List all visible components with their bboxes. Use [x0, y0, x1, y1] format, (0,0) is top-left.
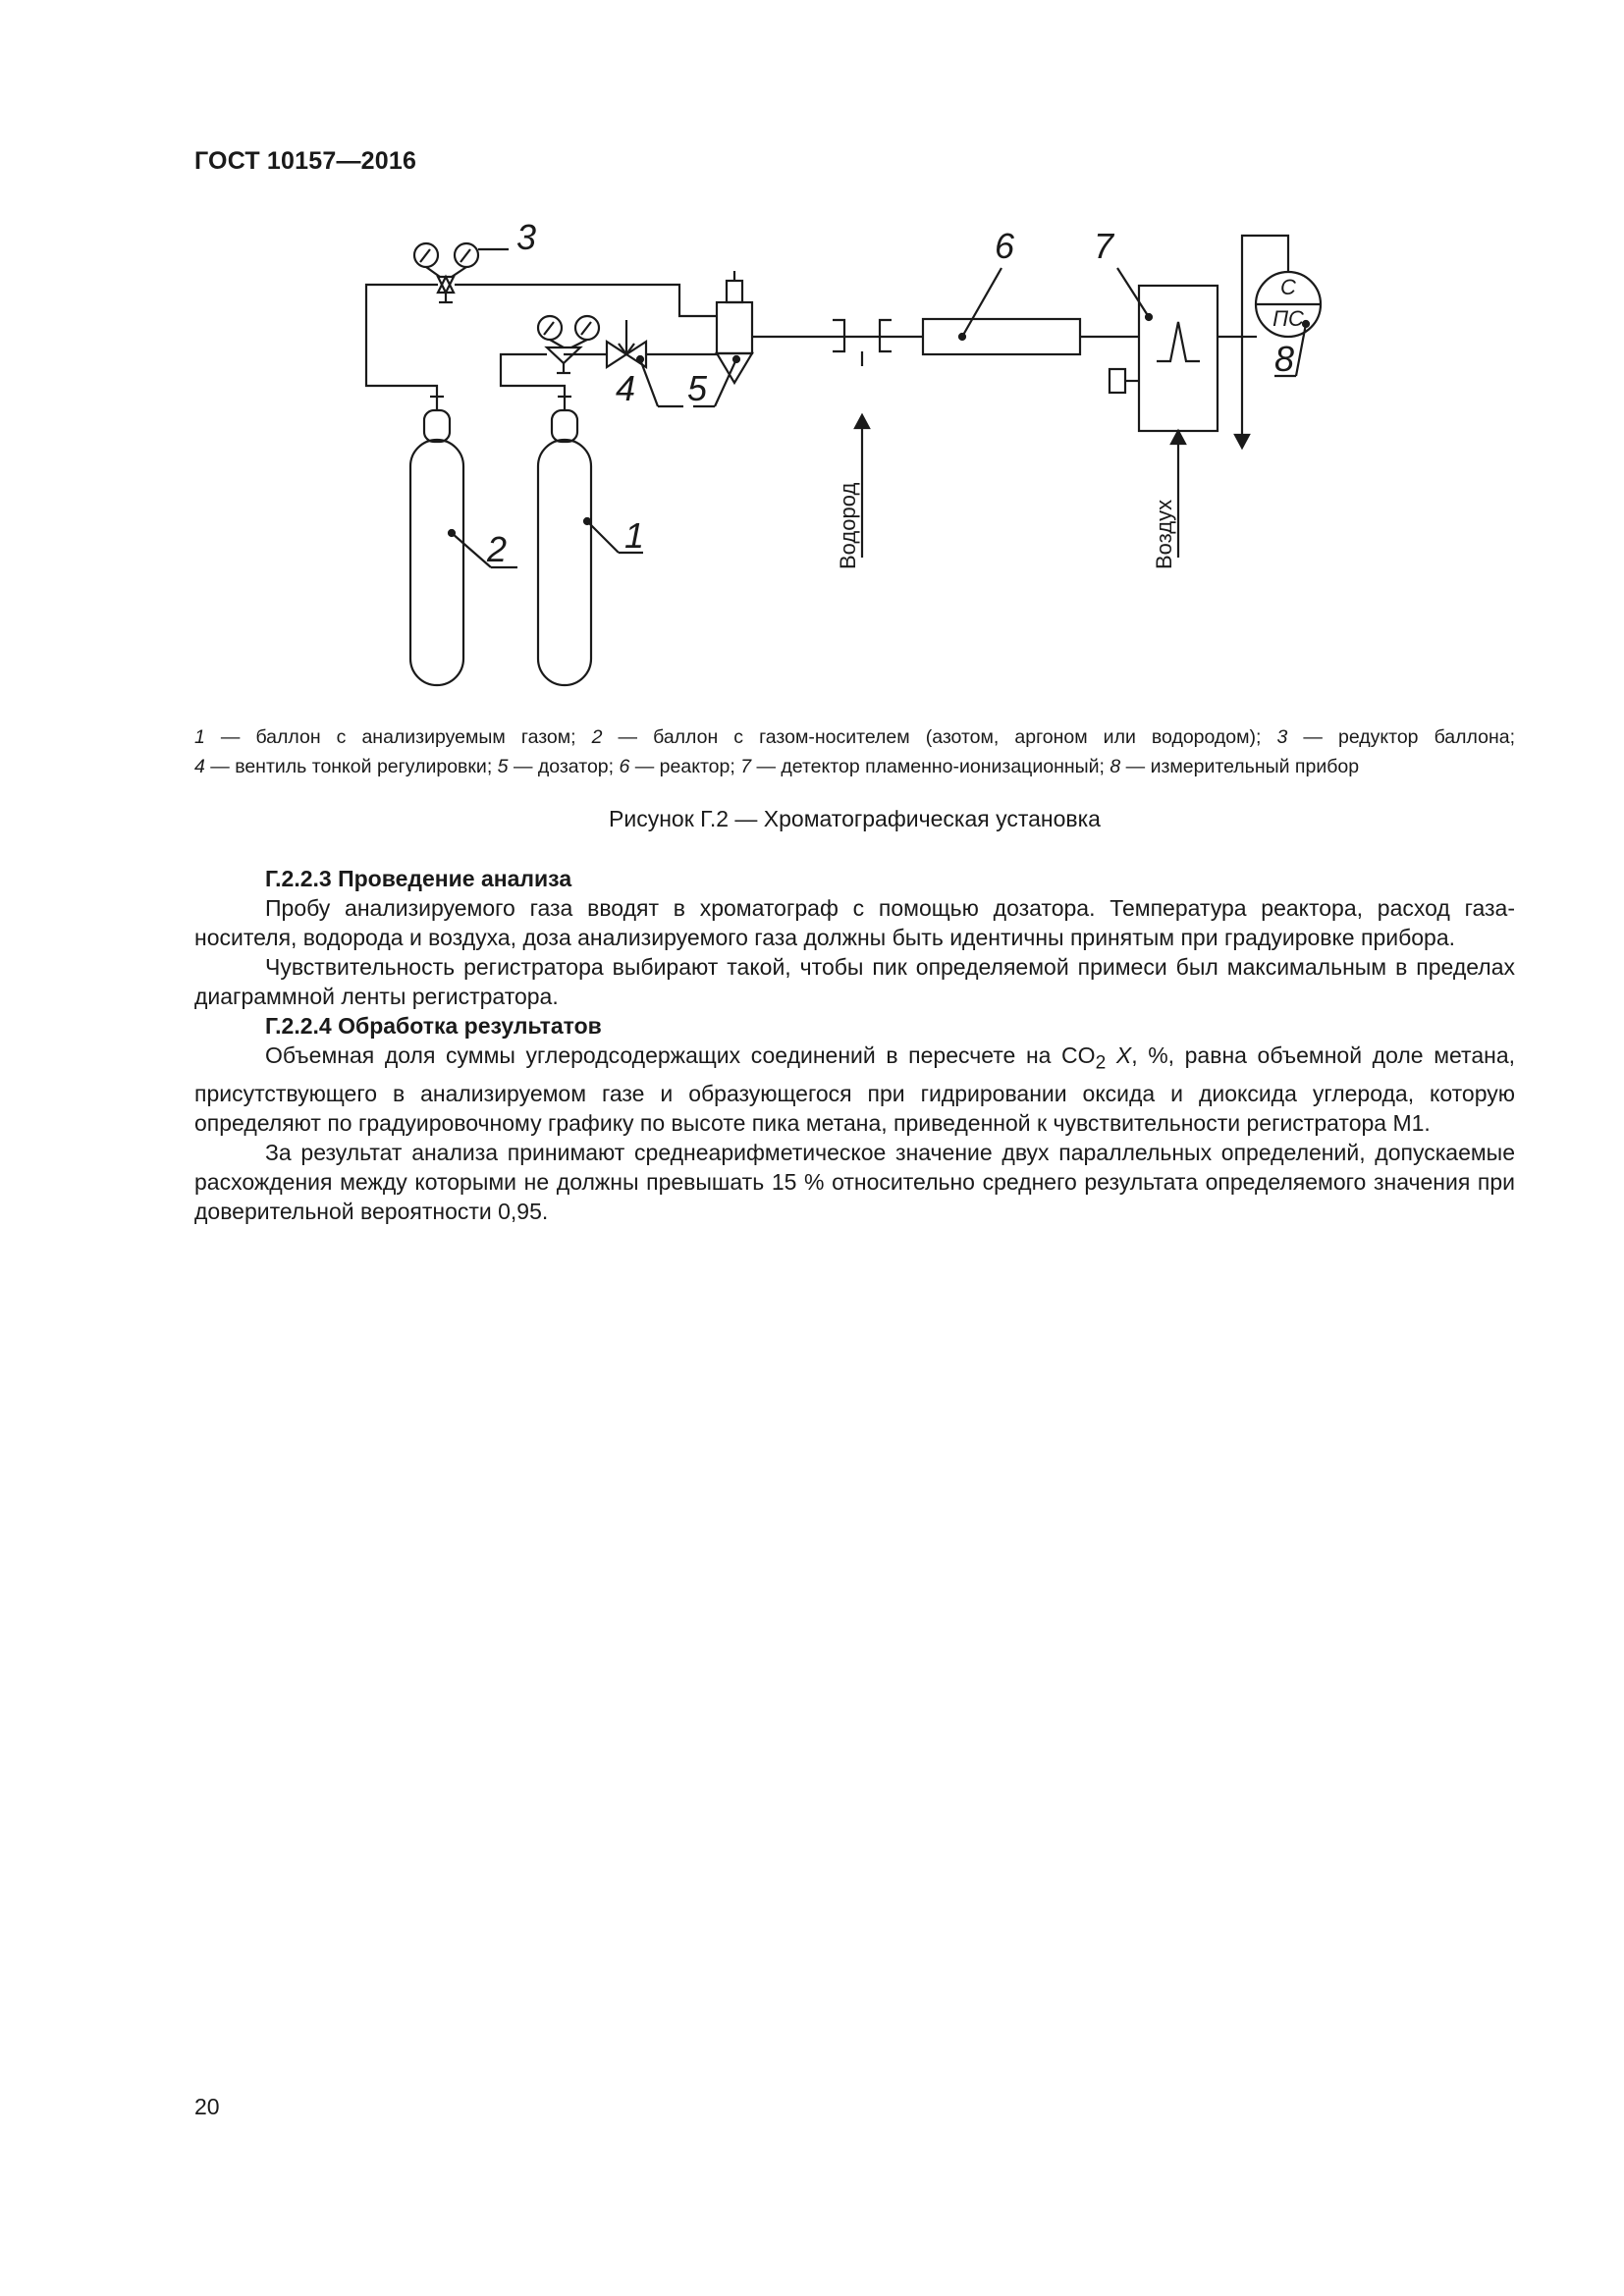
- label-8: 8: [1274, 339, 1295, 379]
- legend-num: 6: [619, 756, 630, 777]
- label-7: 7: [1094, 226, 1114, 266]
- recorder-label-top: С: [1280, 275, 1296, 299]
- air-label: Воздух: [1152, 499, 1176, 569]
- legend-line-1: [194, 722, 1515, 752]
- paragraph: Пробу анализируемого газа вводят в хроматограф с помощью дозатора. Температура реактора, расход газа-носителя, водорода и воздуха, доза анализируемого газа должны быть идентичны принятым при градуировке прибора.: [194, 895, 1515, 950]
- paragraph-text: , %, равна объемной доле метана, присутствующего в анализируемом газе и образующегося при гидрировании оксида и диоксида углерода, которую определяют по градуировочному графику по высоте пика метана, приведенной к чувствительности регистратора М1.: [194, 1042, 1516, 1136]
- legend-text: — измерительный прибор: [1120, 756, 1360, 777]
- section-heading-2-2-3: Г.2.2.3 Проведение анализа: [265, 866, 572, 891]
- legend-num: 8: [1110, 756, 1121, 777]
- legend-num: 5: [497, 756, 509, 777]
- paragraph: [194, 1041, 1515, 1138]
- legend-line-2: [194, 752, 1515, 781]
- legend-text: — детектор пламенно-ионизационный;: [751, 756, 1110, 777]
- figure-legend: [194, 722, 1515, 781]
- reducer-1: [538, 316, 599, 373]
- legend-num: 3: [1276, 726, 1288, 748]
- paragraph: Чувствительность регистратора выбирают такой, чтобы пик определяемой примеси был максимальным в пределах диаграммной ленты регистратора.: [194, 954, 1515, 1009]
- paragraph-text: Объемная доля суммы углеродсодержащих соединений в пересчете на CO: [265, 1042, 1096, 1068]
- legend-num: 4: [194, 756, 205, 777]
- page-number: 20: [194, 2094, 220, 2119]
- legend-num: 2: [591, 726, 603, 748]
- legend-text: — вентиль тонкой регулировки;: [204, 756, 498, 777]
- legend-text: — реактор;: [629, 756, 741, 777]
- variable: X: [1115, 1042, 1132, 1068]
- label-4: 4: [616, 368, 636, 408]
- document-header: ГОСТ 10157—2016: [194, 147, 417, 175]
- detector-7: [1110, 236, 1288, 558]
- document-body: [194, 864, 1515, 1226]
- chromatograph-diagram: [324, 214, 1375, 705]
- label-2: 2: [487, 529, 508, 569]
- legend-num: 7: [740, 756, 752, 777]
- subscript: 2: [1095, 1052, 1107, 1074]
- reducer-3: [414, 243, 509, 302]
- legend-text: — редуктор баллона;: [1287, 726, 1515, 748]
- label-6: 6: [995, 226, 1015, 266]
- label-1: 1: [624, 515, 645, 556]
- recorder-label-bottom: ПС: [1272, 306, 1304, 331]
- section-heading-2-2-4: Г.2.2.4 Обработка результатов: [265, 1013, 602, 1039]
- legend-num: 1: [194, 726, 205, 748]
- figure-caption: Рисунок Г.2 — Хроматографическая установка: [609, 806, 1101, 831]
- legend-text: — дозатор;: [508, 756, 620, 777]
- doser-5: [693, 271, 844, 406]
- label-3: 3: [516, 217, 537, 257]
- hydrogen-label: Водород: [836, 482, 860, 569]
- legend-text: — баллон с анализируемым газом;: [204, 726, 592, 748]
- label-5: 5: [687, 368, 708, 408]
- reactor-6: [923, 268, 1139, 354]
- paragraph: За результат анализа принимают среднеарифметическое значение двух параллельных определений, допускаемые расхождения между которыми не должны превышать 15 % относительно среднего результата определяемого значения при доверительной вероятности 0,95.: [194, 1139, 1515, 1224]
- legend-text: — баллон с газом-носителем (азотом, аргоном или водородом);: [602, 726, 1277, 748]
